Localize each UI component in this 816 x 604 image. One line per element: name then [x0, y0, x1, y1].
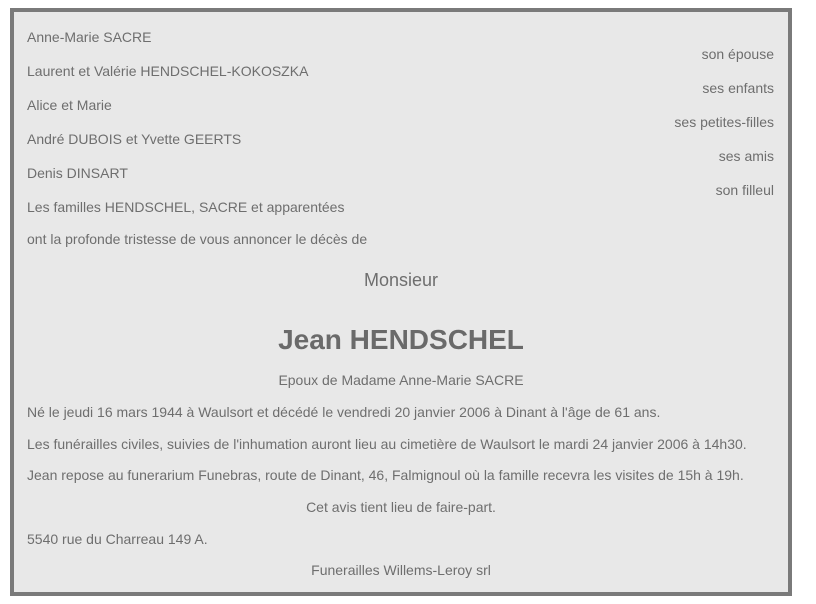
relation-label: ses amis	[718, 148, 774, 164]
funeral-line: Les funérailles civiles, suivies de l'inhumation auront lieu au cimetière de Waulsort le mardi 24 janvier 2006 à 14h30.	[27, 436, 747, 452]
relation-label: son filleul	[715, 182, 774, 198]
undertaker-line: Funerailles Willems-Leroy srl	[311, 562, 491, 578]
family-member: Les familles HENDSCHEL, SACRE et apparentées	[27, 199, 345, 215]
obituary-card	[10, 8, 792, 596]
family-member: Laurent et Valérie HENDSCHEL-KOKOSZKA	[27, 63, 309, 79]
birth-death-line: Né le jeudi 16 mars 1944 à Waulsort et décédé le vendredi 20 janvier 2006 à Dinant à l'âge de 61 ans.	[27, 404, 661, 420]
announcement-text: ont la profonde tristesse de vous annoncer le décès de	[27, 231, 368, 247]
funerarium-line: Jean repose au funerarium Funebras, route de Dinant, 46, Falmignoul où la famille recevra les visites de 15h à 19h.	[27, 467, 744, 483]
family-member: André DUBOIS et Yvette GEERTS	[27, 131, 242, 147]
relation-label: son épouse	[701, 46, 774, 62]
address-line: 5540 rue du Charreau 149 A.	[27, 531, 208, 547]
family-member: Alice et Marie	[27, 97, 112, 113]
family-member: Denis DINSART	[27, 165, 128, 181]
honorific: Monsieur	[363, 270, 439, 290]
family-member: Anne-Marie SACRE	[27, 29, 152, 45]
spouse-line: Epoux de Madame Anne-Marie SACRE	[278, 372, 524, 388]
relation-label: ses enfants	[702, 80, 774, 96]
relation-label: ses petites-filles	[674, 114, 774, 130]
deceased-name: Jean HENDSCHEL	[278, 324, 524, 355]
notice-line: Cet avis tient lieu de faire-part.	[306, 499, 496, 515]
